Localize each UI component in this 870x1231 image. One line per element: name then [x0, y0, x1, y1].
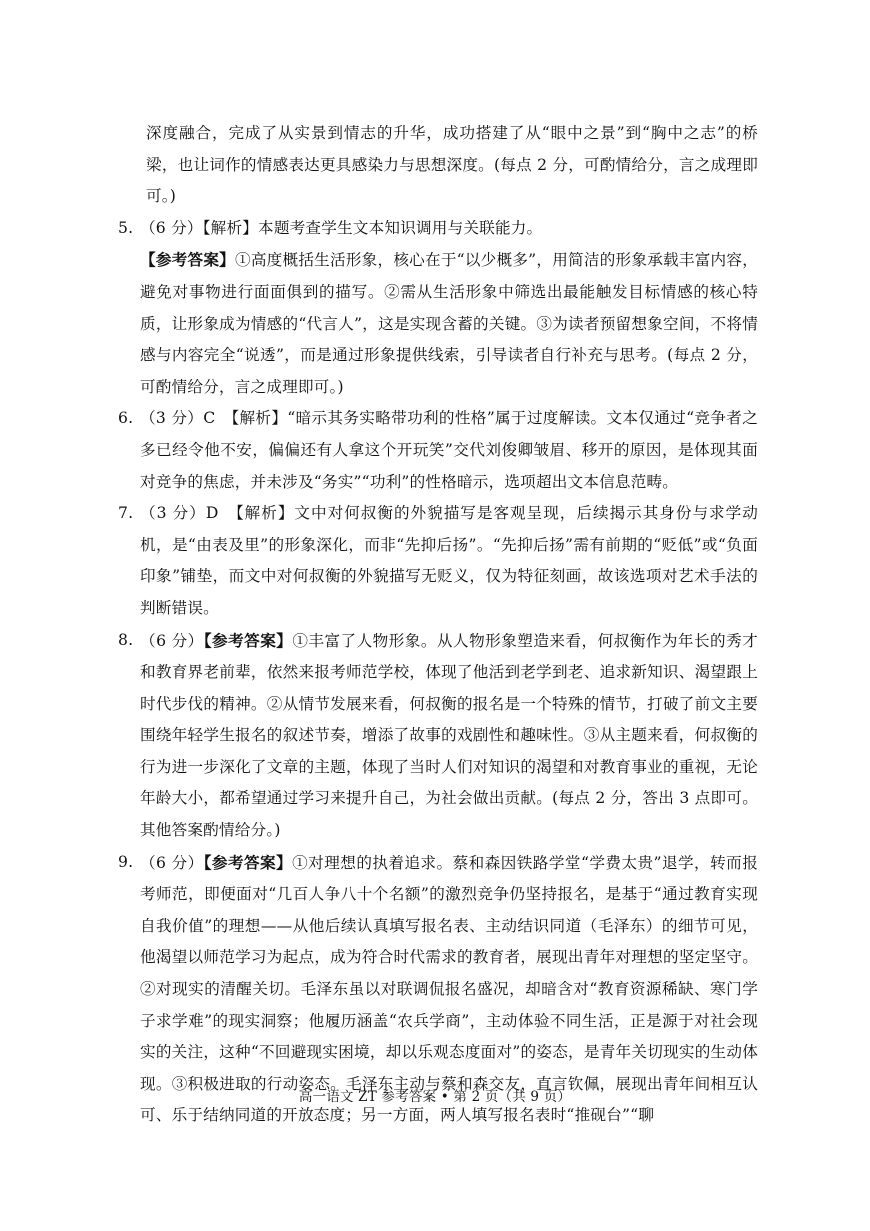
- question-intro-line: [140, 213, 758, 245]
- continued-paragraph: 深度融合，完成了从实景到情志的升华，成功搭建了从“眼中之景”到“胸中之志”的桥梁，也让词作的情感表达更具感染力与思想深度。(每点 2 分，可酌情给分，言之成理即可。): [146, 124, 758, 206]
- answer-text: C 【解析】“暗示其务实略带功利的性格”属于过度解读。文本仅通过“竞争者之多已经令他不安，偏偏还有人拿这个开玩笑”交代刘俊卿皱眉、移开的原因，是体现其面对竞争的焦虑，并未涉及“务实”“功利”的性格暗示，选项超出文本信息范畴。: [140, 409, 758, 491]
- answer-content: [118, 118, 758, 1132]
- answer-label: 【参考答案】: [203, 852, 293, 872]
- question-points: （3 分）: [140, 409, 204, 428]
- question-number: 7.: [118, 504, 134, 523]
- question-item-7: [118, 498, 758, 624]
- question-item-5: [118, 213, 758, 404]
- question-item-8: [118, 625, 758, 847]
- question-points: （3 分）: [140, 504, 206, 523]
- answer-text: ①高度概括生活形象，核心在于“以少概多”，用简洁的形象承载丰富内容，避免对事物进行面面俱到的描写。②需从生活形象中筛选出最能触发目标情感的核心特质，让形象成为情感的“代言人”，这是实现含蓄的关键。③为读者预留想象空间，不将情感与内容完全“说透”，而是通过形象提供线索，引导读者自行补充与思考。(每点 2 分，可酌情给分，言之成理即可。): [140, 251, 759, 396]
- analysis-text: 【解析】本题考查学生文本知识调用与关联能力。: [202, 218, 543, 237]
- answer-text: ①对理想的执着追求。蔡和森因铁路学堂“学费太贵”退学，转而报考师范，即便面对“几百人争八十个名额”的激烈竞争仍坚持报名，是基于“通过教育实现自我价值”的理想——从他后续认真填写报名表、主动结识同道（毛泽东）的细节可见，他渴望以师范学习为起点，成为符合时代需求的教育者，展现出青年对理想的坚定坚守。②对现实的清醒关切。毛泽东虽以对联调侃报名盛况，却暗含对“教育资源稀缺、寒门学子求学难”的现实洞察；他履历涵盖“农兵学商”，主动体验不同生活，正是源于对社会现实的关注，这种“不回避现实困境，却以乐观态度面对”的姿态，是青年关切现实的生动体现。③积极进取的行动姿态。毛泽东主动与蔡和森交友，直言钦佩，展现出青年间相互认可、乐于结纳同道的开放态度；另一方面，两人填写报名表时“推砚台”“聊: [140, 853, 758, 1125]
- question-number: 6.: [118, 409, 134, 428]
- question-body: [140, 498, 758, 624]
- question-number: 5.: [118, 218, 134, 237]
- question-points: （6 分）: [140, 853, 204, 872]
- question-item-6: [118, 403, 758, 498]
- answer-label: 【参考答案】: [140, 250, 235, 270]
- question-body: [140, 625, 758, 847]
- question-number: 9.: [118, 852, 134, 871]
- answer-text: ①丰富了人物形象。从人物形象塑造来看，何叔衡作为年长的秀才和教育界老前辈，依然来报考师范学校，体现了他活到老学到老、追求新知识、渴望跟上时代步伐的精神。②从情节发展来看，何叔衡的报名是一个特殊的情节，打破了前文主要围绕年轻学生报名的叙述节奏，增添了故事的戏剧性和趣味性。③从主题来看，何叔衡的行为进一步深化了文章的主题，体现了当时人们对知识的渴望和对教育事业的重视，无论年龄大小，都希望通过学习来提升自己，为社会做出贡献。(每点 2 分，答出 3 点即可。其他答案酌情给分。): [140, 631, 758, 840]
- answer-text: D 【解析】文中对何叔衡的外貌描写是客观呈现，后续揭示其身份与求学动机，是“由表及里”的形象深化，而非“先抑后扬”。“先抑后扬”需有前期的“贬低”或“负面印象”铺垫，而文中对何叔衡的外貌描写无贬义，仅为特征刻画，故该选项对艺术手法的判断错误。: [140, 504, 758, 617]
- answer-paragraph: [140, 244, 758, 403]
- question-body: [140, 213, 758, 404]
- answer-label: 【参考答案】: [203, 630, 293, 650]
- page-footer: 高一语文 ZT 参考答案 • 第 2 页（共 9 页）: [298, 1089, 572, 1105]
- question-body: [140, 403, 758, 498]
- question-points: （6 分）: [140, 631, 204, 650]
- question-number: 8.: [118, 630, 134, 649]
- question-points: （6 分）: [140, 218, 203, 237]
